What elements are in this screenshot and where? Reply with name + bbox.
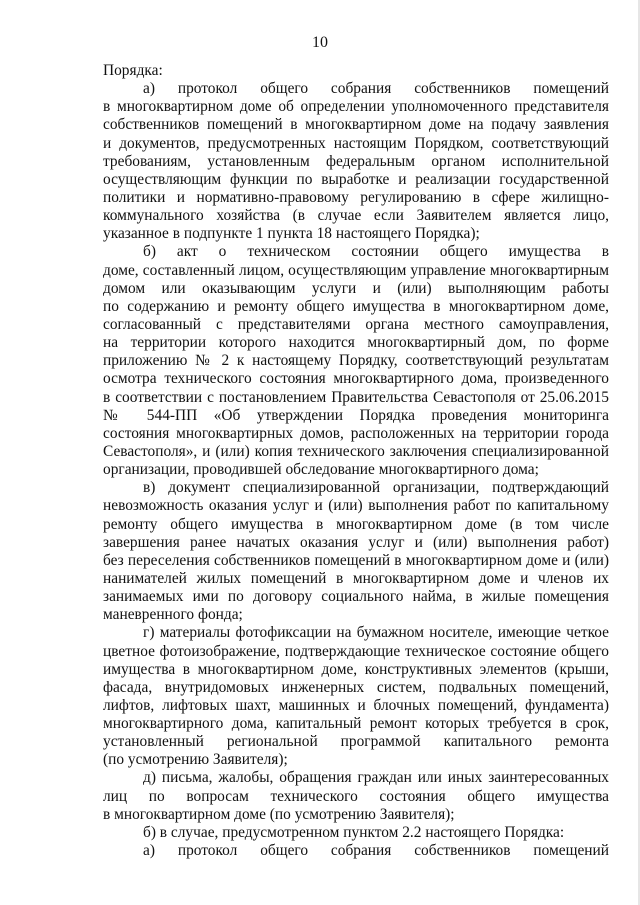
page-number: 10 <box>312 34 328 51</box>
text-line: домом или оказывающим услуги и (или) выполняющим работы <box>103 279 609 297</box>
text-line: г) материалы фотофиксации на бумажном носителе, имеющие четкое <box>143 624 609 642</box>
text-line: фасада, внутридомовых инженерных систем, подвальных помещений, <box>103 678 609 696</box>
text-line: осуществляющим функции по выработке и реализации государственной <box>103 170 609 188</box>
text-line: (по усмотрению Заявителя); <box>103 751 288 769</box>
text-line: завершения ранее начатых оказания услуг и (или) выполнения работ) <box>103 533 609 551</box>
text-line: многоквартирного дома, капитальный ремонт которых требуется в срок, <box>103 715 609 733</box>
text-line: а) протокол общего собрания собственников помещений <box>143 842 609 860</box>
text-line: без переселения собственников помещений в многоквартирном доме и (или) <box>103 551 609 569</box>
text-line: б) в случае, предусмотренном пунктом 2.2 настоящего Порядка: <box>143 823 565 841</box>
text-line: на территории которого находится многоквартирный дом, по форме <box>103 334 609 352</box>
text-line: маневренного фонда; <box>103 606 243 624</box>
text-line: в) документ специализированной организации, подтверждающий <box>143 479 609 497</box>
text-line: доме, составленный лицом, осуществляющим управление многоквартирным <box>103 261 609 279</box>
text-line: приложению № 2 к настоящему Порядку, соответствующий результатам <box>103 352 609 370</box>
text-line: по содержанию и ремонту общего имущества в многоквартирном доме, <box>103 297 609 315</box>
text-line: б) акт о техническом состоянии общего имущества в <box>143 243 609 261</box>
text-line: лиц по вопросам технического состояния общего имущества <box>103 787 609 805</box>
text-line: согласованный с представителями органа местного самоуправления, <box>103 315 609 333</box>
text-line: цветное фотоизображение, подтверждающие техническое состояние общего <box>103 642 609 660</box>
text-line: в многоквартирном доме об определении уполномоченного представителя <box>103 98 609 116</box>
text-line: занимаемых ими по договору социального найма, в жилые помещения <box>103 588 609 606</box>
text-line: Порядка: <box>103 62 163 79</box>
text-line: состояния многоквартирных домов, расположенных на территории города <box>103 424 609 442</box>
text-line: д) письма, жалобы, обращения граждан или иных заинтересованных <box>143 769 609 787</box>
text-line: организации, проводившей обследование многоквартирного дома; <box>103 461 539 479</box>
text-line: имущества в многоквартирном доме, конструктивных элементов (крыши, <box>103 660 609 678</box>
text-line: требованиям, установленным федеральным органом исполнительной <box>103 152 609 170</box>
text-line: а) протокол общего собрания собственников помещений <box>143 80 609 98</box>
document-body <box>103 62 609 860</box>
text-line: собственников помещений в многоквартирном доме на подачу заявления <box>103 116 609 134</box>
text-line: нанимателей жилых помещений в многоквартирном доме и членов их <box>103 569 609 587</box>
text-line: в многоквартирном доме (по усмотрению Заявителя); <box>103 805 455 823</box>
text-line: установленный региональной программой капитального ремонта <box>103 733 609 751</box>
text-line: № 544-ПП «Об утверждении Порядка проведения мониторинга <box>103 406 609 424</box>
text-line: в соответствии с постановлением Правительства Севастополя от 25.06.2015 <box>103 388 609 406</box>
text-line: ремонту общего имущества в многоквартирном доме (в том числе <box>103 515 609 533</box>
text-line: коммунального хозяйства (в случае если Заявителем является лицо, <box>103 207 609 225</box>
text-line: и документов, предусмотренных настоящим Порядком, соответствующий <box>103 134 609 152</box>
text-line: указанное в подпункте 1 пункта 18 настоящего Порядка); <box>103 225 480 243</box>
text-line: Севастополя», и (или) копия технического заключения специализированной <box>103 442 609 460</box>
text-line: политики и нормативно-правовому регулированию в сфере жилищно- <box>103 188 609 206</box>
text-line: лифтов, лифтовых шахт, машинных и блочных помещений, фундамента) <box>103 696 609 714</box>
text-line: невозможность оказания услуг и (или) выполнения работ по капитальному <box>103 497 609 515</box>
text-line: осмотра технического состояния многоквартирного дома, произведенного <box>103 370 609 388</box>
